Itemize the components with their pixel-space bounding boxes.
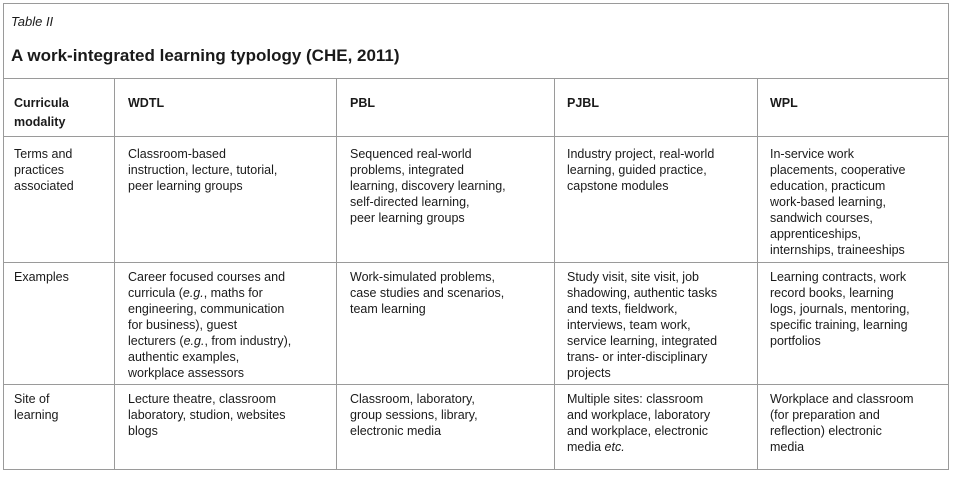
cell-line: peer learning groups — [350, 211, 465, 225]
cell-line: lecturers (e.g., from industry), — [128, 334, 292, 348]
table-cell — [128, 269, 291, 381]
cell-line: sandwich courses, — [770, 211, 873, 225]
cell-line: reflection) electronic — [770, 424, 882, 438]
cell-line: shadowing, authentic tasks — [567, 286, 718, 300]
cell-line: workplace assessors — [128, 366, 245, 380]
column-header — [567, 94, 599, 113]
cell-line: Multiple sites: classroom — [567, 392, 704, 406]
cell-line: curricula (e.g., maths for — [128, 286, 263, 300]
table-label: Table II — [11, 14, 54, 29]
cell-line: learning — [14, 408, 59, 422]
cell-line: education, practicum — [770, 179, 886, 193]
cell-line: problems, integrated — [350, 163, 464, 177]
cell-line: Industry project, real-world — [567, 147, 715, 161]
cell-line: and texts, fieldwork, — [567, 302, 678, 316]
cell-line: Curricula — [14, 96, 69, 110]
cell-line: team learning — [350, 302, 426, 316]
cell-line: Terms and — [14, 147, 73, 161]
cell-line: media — [770, 440, 805, 454]
cell-line: Learning contracts, work — [770, 270, 907, 284]
table-cell — [567, 391, 710, 455]
rule-top — [3, 78, 949, 79]
col-divider-1 — [114, 78, 115, 470]
cell-line: electronic media — [350, 424, 442, 438]
cell-line: Site of — [14, 392, 50, 406]
cell-line: Classroom, laboratory, — [350, 392, 475, 406]
cell-line: blogs — [128, 424, 158, 438]
cell-line: Examples — [14, 270, 69, 284]
table-cell — [567, 269, 717, 381]
table-cell — [350, 269, 504, 317]
column-header — [14, 94, 69, 132]
table-cell — [770, 269, 910, 349]
cell-line: logs, journals, mentoring, — [770, 302, 910, 316]
table-cell — [567, 146, 714, 194]
cell-line: Lecture theatre, classroom — [128, 392, 276, 406]
cell-line: work-based learning, — [770, 195, 887, 209]
table-cell — [128, 391, 286, 439]
cell-line: case studies and scenarios, — [350, 286, 505, 300]
cell-line: learning, discovery learning, — [350, 179, 506, 193]
cell-line: for business), guest — [128, 318, 238, 332]
rule-row1 — [3, 262, 949, 263]
cell-line: learning, guided practice, — [567, 163, 707, 177]
cell-line: interviews, team work, — [567, 318, 691, 332]
cell-line: group sessions, library, — [350, 408, 478, 422]
cell-line: laboratory, studion, websites — [128, 408, 286, 422]
table-cell — [128, 146, 277, 194]
cell-line: instruction, lecture, tutorial, — [128, 163, 278, 177]
cell-line: internships, traineeships — [770, 243, 905, 257]
table-cell — [770, 391, 914, 455]
cell-line: and workplace, electronic — [567, 424, 709, 438]
cell-line: Study visit, site visit, job — [567, 270, 699, 284]
cell-line: and workplace, laboratory — [567, 408, 711, 422]
table-title: A work-integrated learning typology (CHE, 2011) — [11, 46, 400, 65]
cell-line: engineering, communication — [128, 302, 285, 316]
row-label — [14, 269, 69, 285]
row-label — [14, 391, 58, 423]
cell-line: placements, cooperative — [770, 163, 906, 177]
column-header — [128, 94, 164, 113]
column-header — [770, 94, 798, 113]
col-divider-2 — [336, 78, 337, 470]
cell-line: record books, learning — [770, 286, 894, 300]
cell-line: peer learning groups — [128, 179, 243, 193]
cell-line: PJBL — [567, 96, 599, 110]
rule-header — [3, 136, 949, 137]
cell-line: associated — [14, 179, 74, 193]
cell-line: apprenticeships, — [770, 227, 862, 241]
cell-line: specific training, learning — [770, 318, 908, 332]
column-header — [350, 94, 375, 113]
col-divider-4 — [757, 78, 758, 470]
table-cell — [350, 391, 478, 439]
cell-line: self-directed learning, — [350, 195, 470, 209]
table-cell — [770, 146, 906, 258]
cell-line: Classroom-based — [128, 147, 226, 161]
cell-line: WPL — [770, 96, 798, 110]
cell-line: In-service work — [770, 147, 855, 161]
cell-line: practices — [14, 163, 65, 177]
cell-line: PBL — [350, 96, 375, 110]
cell-line: service learning, integrated — [567, 334, 718, 348]
table-cell — [350, 146, 506, 226]
cell-line: media etc. — [567, 440, 625, 454]
rule-row2 — [3, 384, 949, 385]
cell-line: Career focused courses and — [128, 270, 286, 284]
cell-line: Workplace and classroom — [770, 392, 914, 406]
cell-line: capstone modules — [567, 179, 669, 193]
cell-line: modality — [14, 115, 66, 129]
cell-line: authentic examples, — [128, 350, 240, 364]
cell-line: WDTL — [128, 96, 165, 110]
cell-line: Work-simulated problems, — [350, 270, 495, 284]
cell-line: trans- or inter-disciplinary — [567, 350, 708, 364]
col-divider-3 — [554, 78, 555, 470]
cell-line: (for preparation and — [770, 408, 880, 422]
cell-line: Sequenced real-world — [350, 147, 472, 161]
cell-line: projects — [567, 366, 611, 380]
row-label — [14, 146, 74, 194]
cell-line: portfolios — [770, 334, 821, 348]
